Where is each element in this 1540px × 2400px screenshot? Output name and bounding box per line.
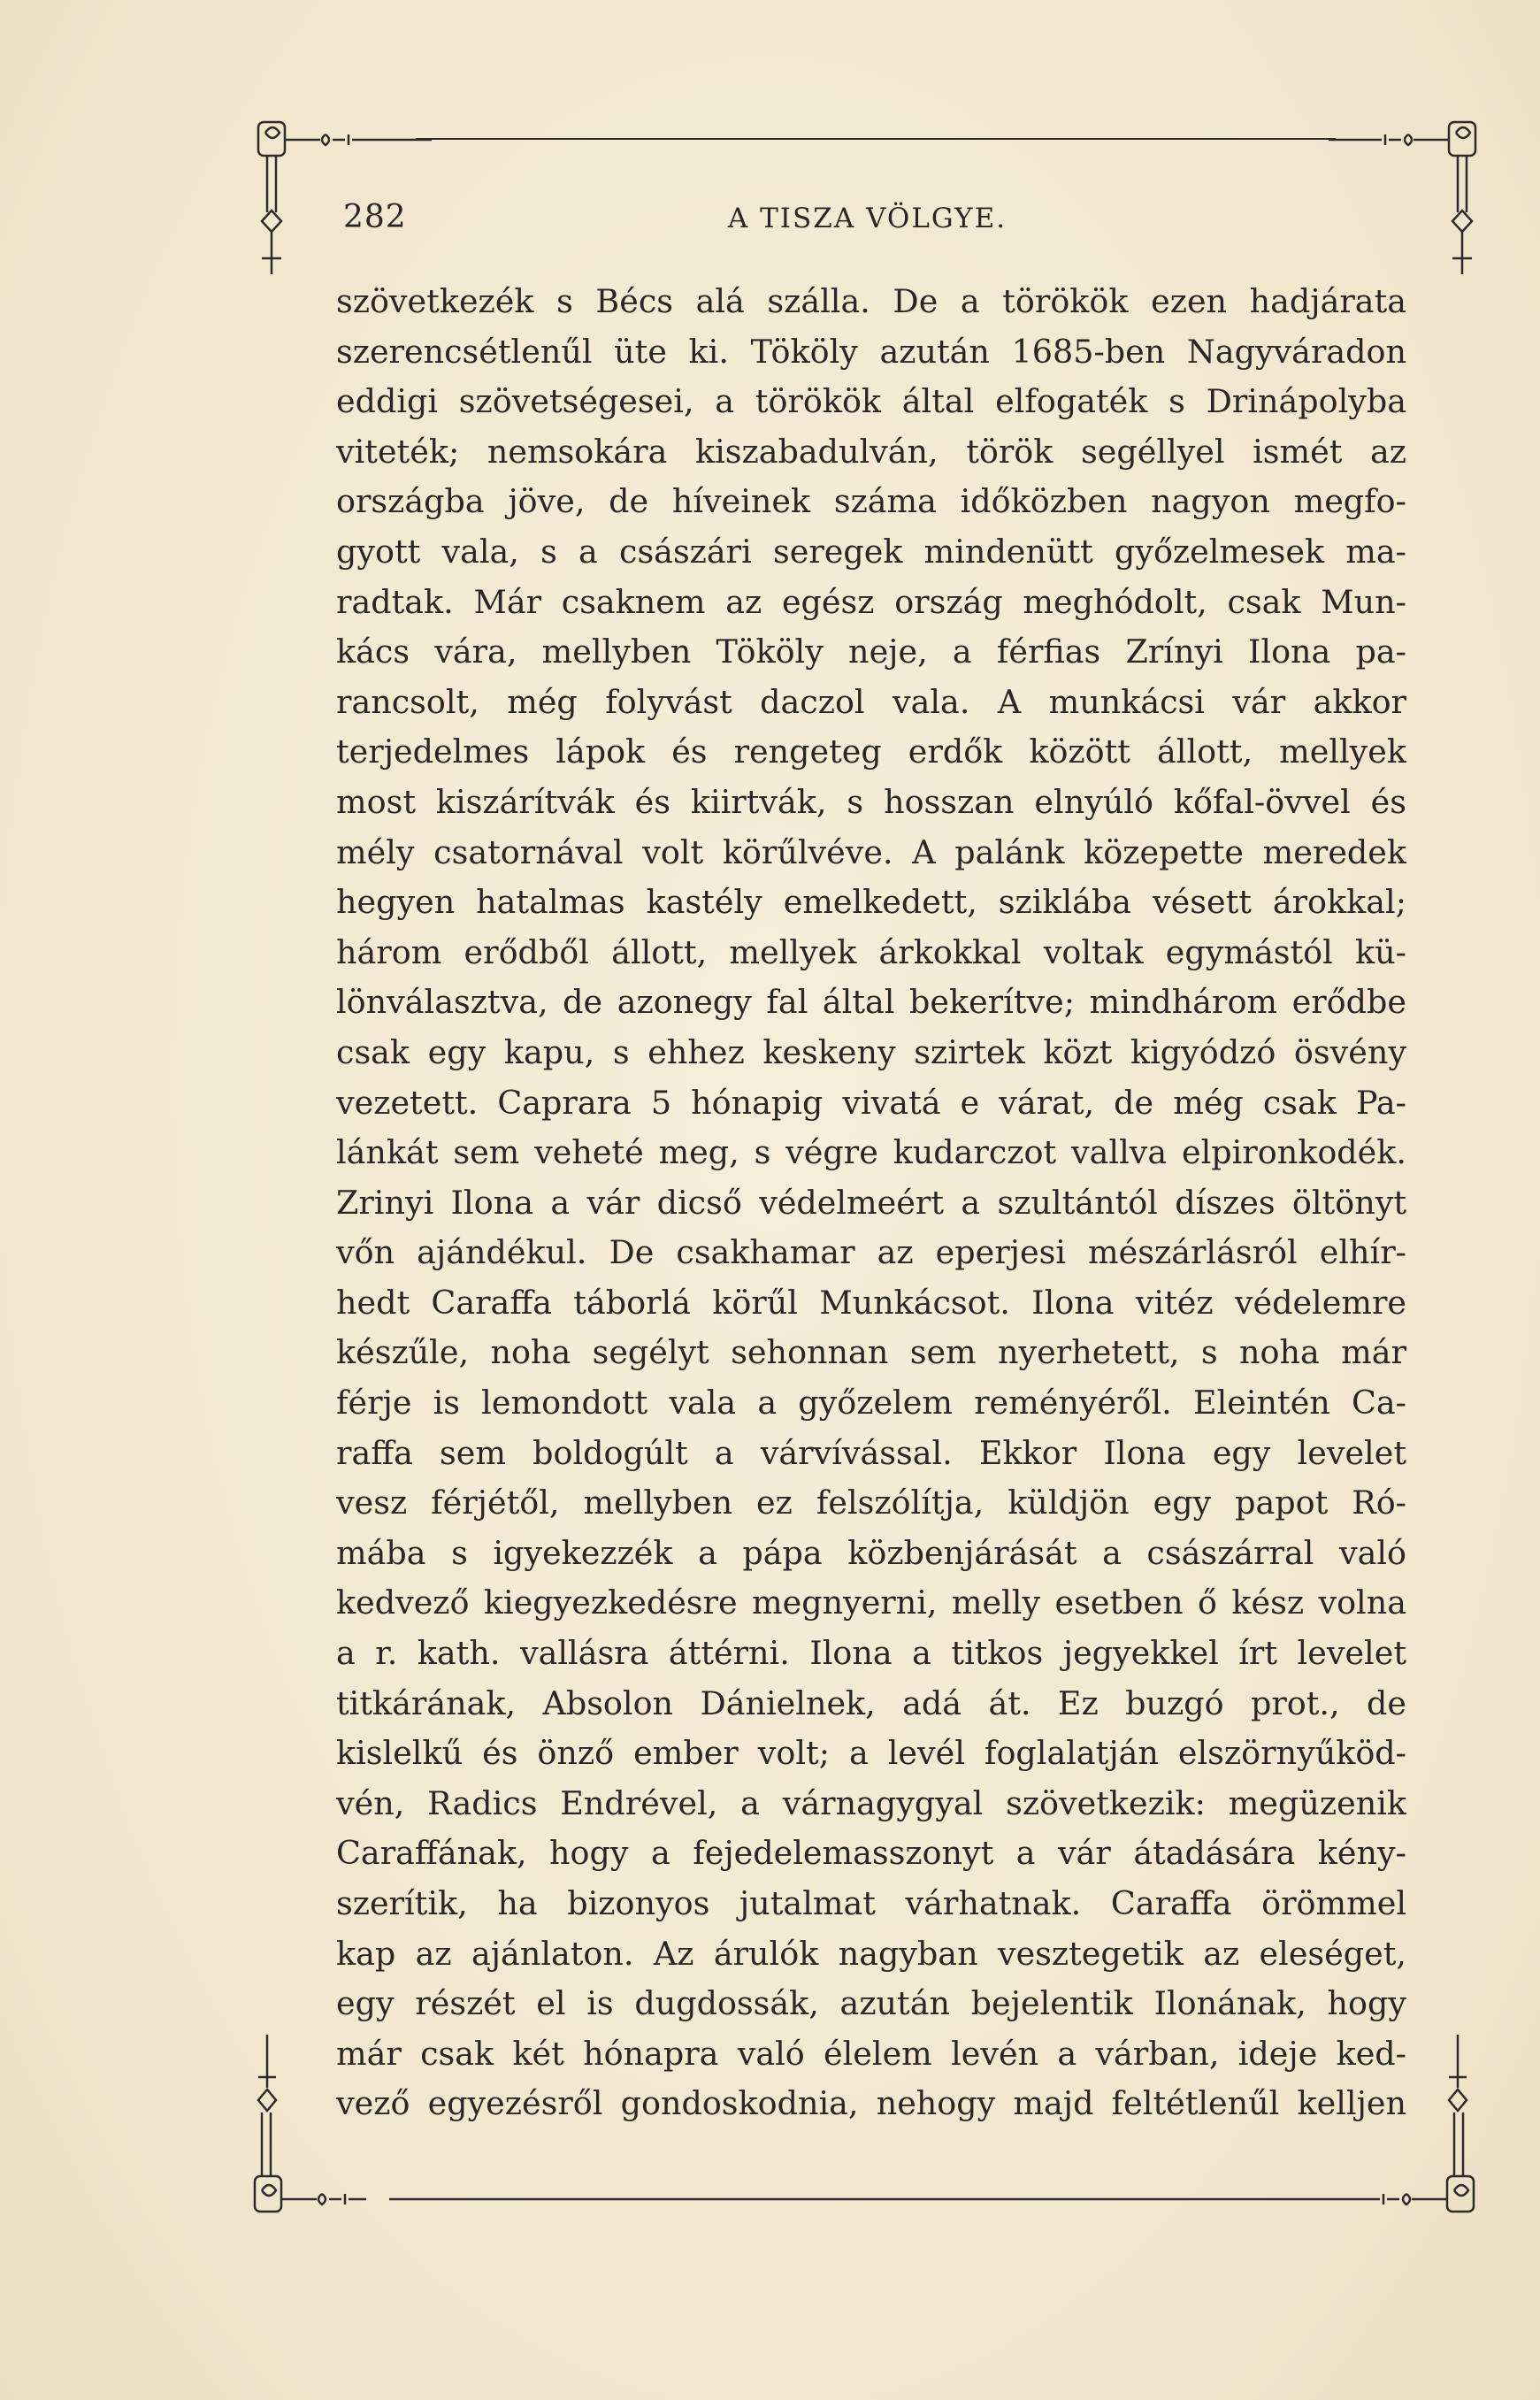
text-line: egy részét el is dugdossák, azután bejelentik Ilonának, hogy — [336, 1984, 1406, 2023]
text-line: kislelkű és önző ember volt; a levél foglalatján elszörnyűköd- — [336, 1734, 1406, 1773]
text-line: viteték; nemsokára kiszabadulván, török segéllyel ismét az — [336, 432, 1406, 471]
text-line: terjedelmes lápok és rengeteg erdők között állott, mellyek — [336, 732, 1406, 771]
text-line: most kiszárítvák és kiirtvák, s hosszan elnyúló kőfal-övvel és — [336, 782, 1406, 821]
page-number: 282 — [343, 199, 407, 235]
text-line: titkárának, Absolon Dánielnek, adá át. Ez buzgó prot., de — [336, 1683, 1406, 1722]
text-line: raffa sem boldogúlt a várvívással. Ekkor Ilona egy levelet — [336, 1433, 1406, 1472]
text-line: a r. kath. vallásra áttérni. Ilona a titkos jegyekkel írt levelet — [336, 1634, 1406, 1673]
text-line: eddigi szövetségesei, a törökök által elfogaték s Drinápolyba — [336, 382, 1406, 421]
text-line: három erődből állott, mellyek árkokkal voltak egymástól kü- — [336, 932, 1406, 971]
running-title: A TISZA VÖLGYE. — [727, 203, 1008, 234]
text-line: Zrinyi Ilona a vár dicső védelmeért a szultántól díszes öltönyt — [336, 1183, 1406, 1222]
text-line: csak egy kapu, s ehhez keskeny szirtek közt kigyódzó ösvény — [336, 1032, 1406, 1071]
text-line: vezetett. Caprara 5 hónapig vivatá e várat, de még csak Pa- — [336, 1083, 1406, 1122]
text-line: szövetkezék s Bécs alá szálla. De a törökök ezen hadjárata — [336, 282, 1406, 320]
text-line: rancsolt, még folyvást daczol vala. A munkácsi vár akkor — [336, 682, 1406, 721]
text-line: szerítik, ha bizonyos jutalmat várhatnak. Caraffa örömmel — [336, 1884, 1406, 1922]
text-line: mába s igyekezzék a pápa közbenjárását a császárral való — [336, 1533, 1406, 1572]
text-line: szerencsétlenűl üte ki. Tököly azután 1685-ben Nagyváradon — [336, 332, 1406, 371]
text-line: országba jöve, de híveinek száma időközben nagyon megfo- — [336, 482, 1406, 521]
text-line: kap az ajánlaton. Az árulók nagyban vesztegetik az eleséget, — [336, 1934, 1406, 1973]
text-line: lönválasztva, de azonegy fal által bekerítve; mindhárom erődbe — [336, 983, 1406, 1022]
text-line: hegyen hatalmas kastély emelkedett, sziklába vésett árokkal; — [336, 883, 1406, 922]
text-line: Caraffának, hogy a fejedelemasszonyt a vár átadására kény- — [336, 1834, 1406, 1873]
body-text — [336, 277, 1406, 2129]
text-line: férje is lemondott vala a győzelem reményéről. Eleintén Ca- — [336, 1384, 1406, 1422]
text-line: már csak két hónapra való élelem levén a várban, ideje ked- — [336, 2034, 1406, 2073]
page-header — [336, 199, 1363, 252]
text-line: radtak. Már csaknem az egész ország meghódolt, csak Mun- — [336, 582, 1406, 621]
text-line: kács vára, mellyben Tököly neje, a férfias Zrínyi Ilona pa- — [336, 633, 1406, 671]
text-line: mély csatornával volt körűlvéve. A palánk közepette meredek — [336, 832, 1406, 871]
text-line: vőn ajándékul. De csakhamar az eperjesi mészárlásról elhír- — [336, 1233, 1406, 1272]
text-line: gyott vala, s a császári seregek mindenütt győzelmesek ma- — [336, 532, 1406, 571]
text-line: lánkát sem veheté meg, s végre kudarczot vallva elpironkodék. — [336, 1133, 1406, 1172]
text-line: vesz férjétől, mellyben ez felszólítja, küldjön egy papot Ró- — [336, 1484, 1406, 1522]
text-line: kedvező kiegyezkedésre megnyerni, melly esetben ő kész volna — [336, 1583, 1406, 1622]
text-line: vező egyezésről gondoskodnia, nehogy majd feltétlenűl kelljen — [336, 2084, 1406, 2123]
text-line: hedt Caraffa táborlá körűl Munkácsot. Ilona vitéz védelemre — [336, 1283, 1406, 1322]
text-line: vén, Radics Endrével, a várnagygyal szövetkezik: megüzenik — [336, 1783, 1406, 1822]
text-line: készűle, noha segélyt sehonnan sem nyerhetett, s noha már — [336, 1333, 1406, 1372]
